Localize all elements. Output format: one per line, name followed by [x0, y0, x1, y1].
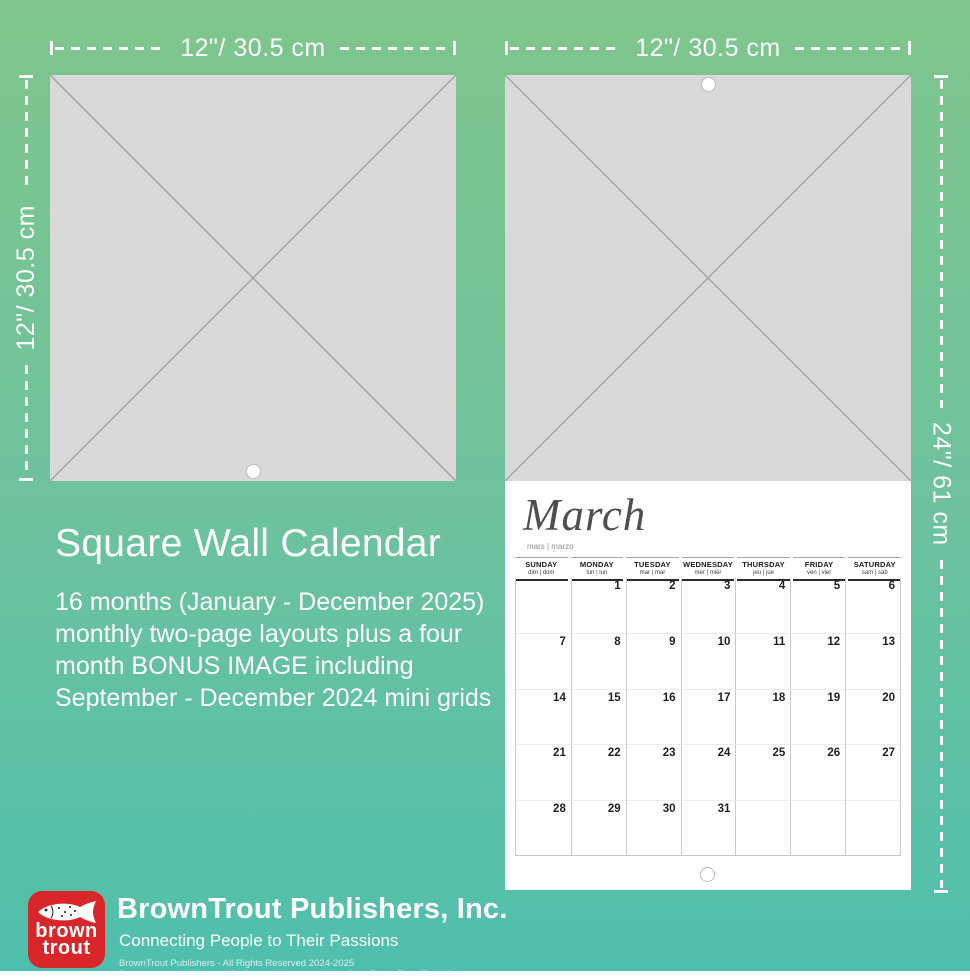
day-cell	[790, 633, 845, 688]
weekday-name: TUESDAY	[634, 560, 671, 569]
weekday-name: SUNDAY	[525, 560, 558, 569]
day-cell	[735, 689, 790, 744]
calendar-month-subtitle: mars | marzo	[527, 542, 574, 551]
day-number: 28	[553, 802, 566, 815]
day-number: 22	[607, 747, 621, 760]
day-number: 25	[772, 747, 786, 760]
dimension-end-tick	[19, 478, 33, 481]
day-cell	[571, 578, 626, 633]
legal-notice	[119, 958, 508, 980]
day-number: 2	[669, 580, 676, 592]
weekday-translation: mar | mar	[639, 570, 666, 576]
day-number: 12	[827, 636, 841, 649]
dimension-dashed-line	[25, 365, 28, 476]
description-line: month BONUS IMAGE including	[55, 652, 414, 680]
logo-word-brown: brown	[35, 920, 98, 942]
description-line: September - December 2024 mini grids	[55, 684, 492, 712]
dimension-dashed-line	[25, 80, 28, 191]
calendar-page	[505, 481, 911, 890]
day-cell	[681, 633, 736, 688]
dimension-line-left-height	[13, 75, 39, 481]
day-cell	[845, 800, 900, 855]
day-cell	[571, 689, 626, 744]
day-cell	[845, 689, 900, 744]
day-number: 5	[833, 580, 841, 592]
calendar-grid	[515, 578, 901, 856]
day-number: 29	[607, 802, 621, 815]
weekday-name: WEDNESDAY	[683, 560, 733, 569]
dimension-end-tick	[934, 75, 948, 78]
description-line: 16 months (January - December 2025)	[55, 588, 485, 616]
day-number: 11	[773, 636, 786, 649]
day-number: 10	[717, 636, 731, 649]
day-number: 31	[717, 802, 731, 815]
day-number: 26	[827, 747, 841, 760]
day-cell	[516, 744, 571, 799]
day-cell	[681, 578, 736, 633]
day-number: 15	[607, 691, 621, 704]
dimension-label-width-left: 12"/ 30.5 cm	[180, 33, 326, 62]
logo-word-trout: trout	[42, 937, 91, 959]
day-number: 9	[669, 636, 676, 649]
dimension-end-tick	[934, 890, 948, 893]
dimension-dashed-line	[795, 47, 906, 50]
logo-wordmark	[35, 920, 98, 959]
placeholder-x-icon	[505, 75, 911, 481]
dimension-label-height-right: 24"/ 61 cm	[927, 422, 956, 546]
weekday-translation: sam | sáb	[861, 570, 888, 576]
day-cell	[681, 744, 736, 799]
image-placeholder-left	[50, 75, 456, 481]
weekday-translation: jeu | jue	[753, 570, 775, 576]
day-number: 18	[772, 691, 786, 704]
day-cell	[735, 578, 790, 633]
day-cell	[790, 689, 845, 744]
day-number: 30	[662, 802, 676, 815]
weekday-name: FRIDAY	[804, 560, 834, 569]
day-number: 17	[717, 691, 731, 704]
day-cell	[845, 578, 900, 633]
day-cell	[681, 689, 736, 744]
company-name: BrownTrout Publishers, Inc.	[117, 893, 508, 925]
day-cell	[735, 800, 790, 855]
day-number: 16	[662, 691, 676, 704]
weekday-translation: dim | dom	[528, 570, 555, 576]
dimension-line-right-height	[928, 75, 954, 893]
day-cell	[516, 633, 571, 688]
weekday-name: MONDAY	[579, 560, 614, 569]
hang-hole	[700, 867, 715, 882]
day-cell	[845, 633, 900, 688]
day-cell	[790, 578, 845, 633]
weekday-name: THURSDAY	[742, 560, 785, 569]
day-number: 14	[553, 691, 566, 704]
day-cell	[735, 633, 790, 688]
day-cell	[516, 800, 571, 855]
day-number: 4	[778, 580, 786, 592]
company-tagline: Connecting People to Their Passions	[119, 931, 399, 950]
day-number: 23	[662, 747, 676, 760]
day-cell	[571, 633, 626, 688]
day-cell	[626, 689, 681, 744]
weekday-name: SATURDAY	[853, 560, 896, 569]
dimension-end-tick	[50, 41, 53, 55]
branding-bar	[28, 891, 508, 980]
dimension-dashed-line	[940, 80, 943, 408]
dimension-end-tick	[908, 41, 911, 55]
legal-line-2: Do not copy, modify, or redistribute without permission from BrownTrout Publishers	[119, 969, 467, 980]
weekday-translation: mer | miér	[694, 570, 722, 576]
image-placeholder-right	[505, 75, 911, 481]
hang-hole	[701, 77, 716, 92]
dimension-line-top-right	[505, 35, 911, 61]
day-cell	[681, 800, 736, 855]
dimension-end-tick	[505, 41, 508, 55]
hang-hole	[246, 464, 261, 479]
day-cell	[626, 633, 681, 688]
weekday-translation: lun | lun	[586, 570, 608, 576]
day-number: 8	[614, 636, 621, 649]
day-number: 6	[888, 580, 895, 592]
description-line: monthly two-page layouts plus a four	[55, 620, 463, 648]
dimension-line-top-left	[50, 35, 456, 61]
day-cell	[516, 578, 571, 633]
placeholder-x-icon	[50, 75, 456, 481]
day-number: 27	[882, 747, 895, 760]
day-number: 13	[882, 636, 895, 649]
dimension-dashed-line	[340, 47, 451, 50]
browntrout-logo	[28, 891, 105, 968]
day-number: 1	[614, 580, 621, 592]
dimension-dashed-line	[940, 560, 943, 888]
day-cell	[735, 744, 790, 799]
day-cell	[626, 578, 681, 633]
calendar-month-title: March	[523, 490, 647, 540]
weekday-translation: ven | vier	[807, 570, 832, 576]
dimension-dashed-line	[510, 47, 621, 50]
day-cell	[790, 800, 845, 855]
day-cell	[626, 800, 681, 855]
day-cell	[571, 800, 626, 855]
dimension-label-width-right: 12"/ 30.5 cm	[635, 33, 781, 62]
product-description	[55, 586, 491, 714]
day-cell	[571, 744, 626, 799]
branding-text-block	[117, 891, 508, 980]
day-cell	[626, 744, 681, 799]
day-number: 20	[882, 691, 895, 704]
day-cell	[790, 744, 845, 799]
day-cell	[516, 689, 571, 744]
day-cell	[845, 744, 900, 799]
day-number: 7	[559, 636, 566, 649]
product-title: Square Wall Calendar	[55, 522, 442, 565]
dimension-end-tick	[453, 41, 456, 55]
day-number: 19	[827, 691, 841, 704]
day-number: 21	[553, 747, 566, 760]
legal-line-1: BrownTrout Publishers - All Rights Reserved 2024-2025	[119, 958, 355, 969]
dimension-dashed-line	[55, 47, 166, 50]
dimension-label-height-left: 12"/ 30.5 cm	[11, 205, 40, 351]
day-number: 24	[717, 747, 731, 760]
dimension-end-tick	[19, 75, 33, 78]
day-number: 3	[724, 580, 731, 592]
